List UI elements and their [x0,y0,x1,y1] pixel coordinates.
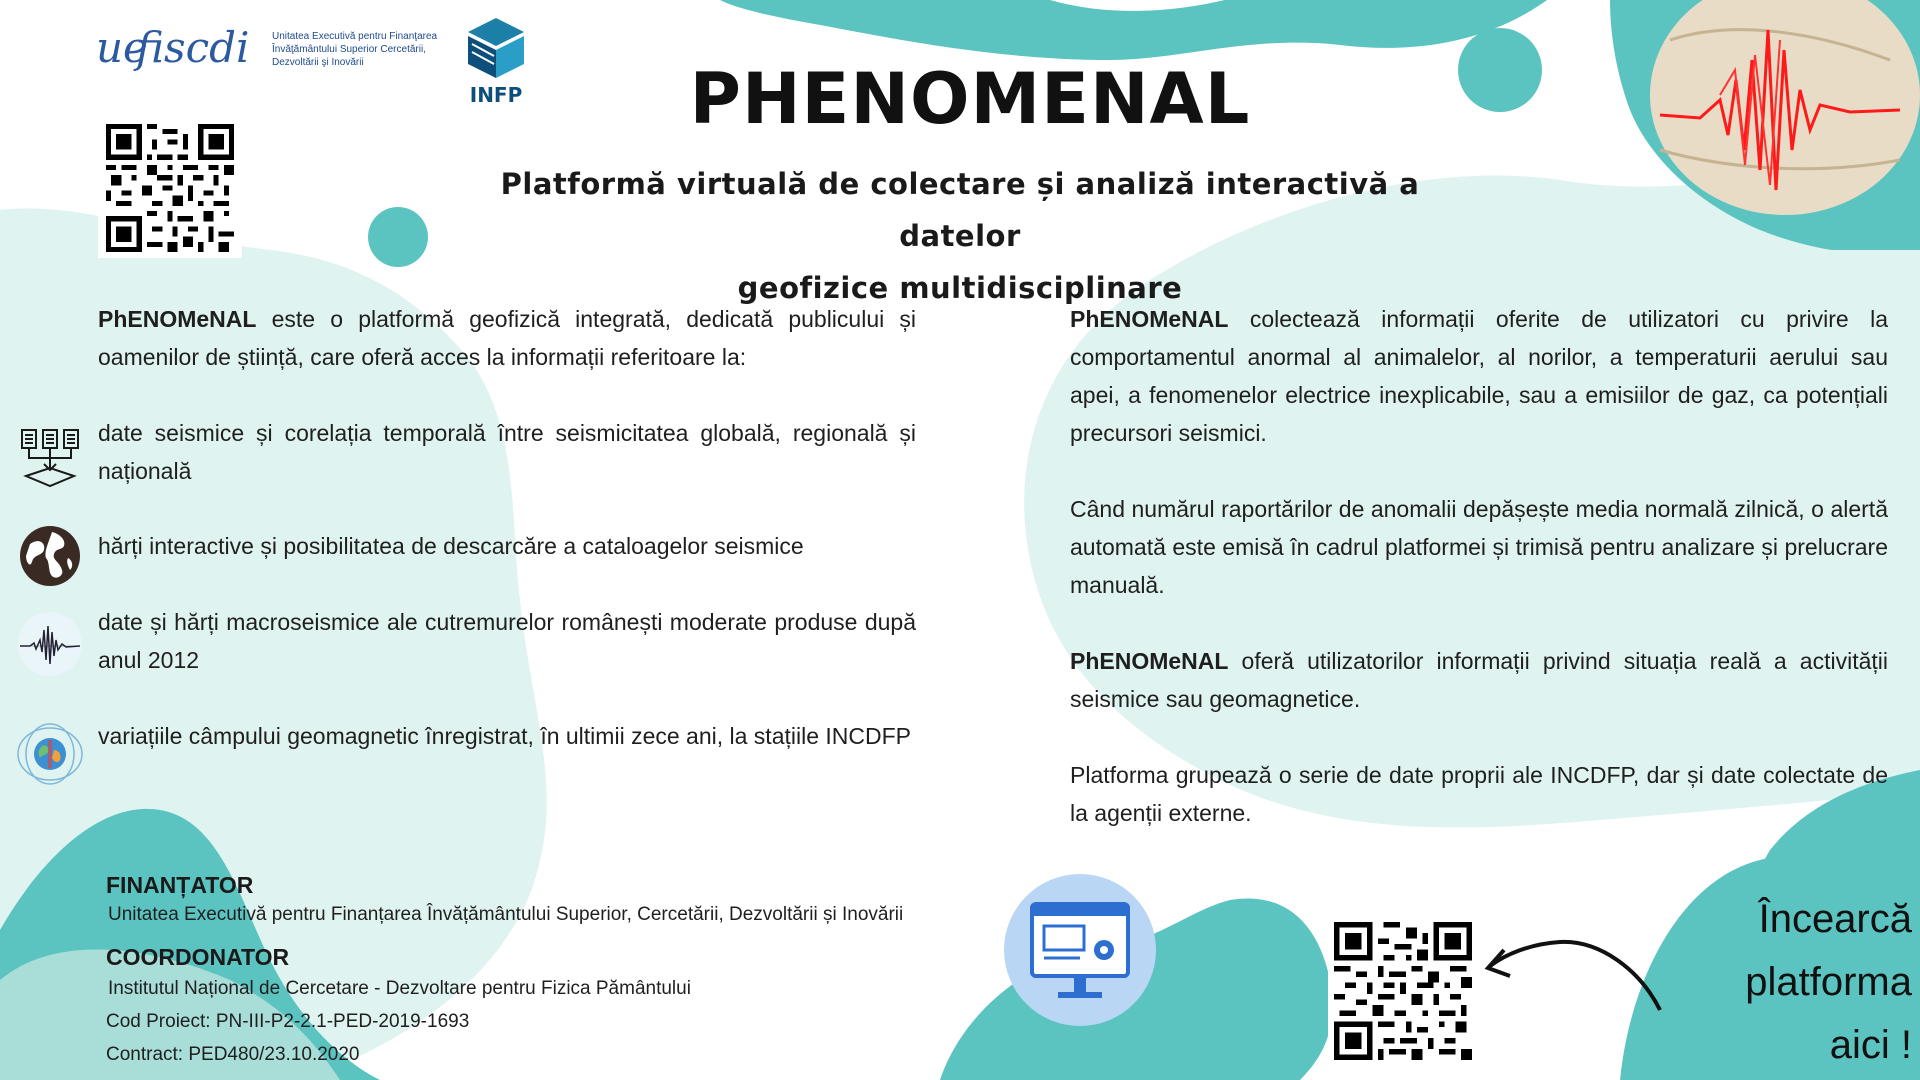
bullet-seismic-data: date seismice și corelația temporală între seismicitatea globală, regională și națională [98,420,916,484]
right-paragraph-4: Platforma grupează o serie de date proprii ale INCDFP, dar și date colectate de la agenții externe. [1070,762,1888,826]
uefiscdi-caption: Unitatea Executivă pentru Finanţarea Învăţământului Superior Cercetării, Dezvoltării şi Inovării [272,31,438,68]
svg-text:ue: ue [96,23,148,72]
intro-text: este o platformă geofizică integrată, dedicată publicului și oamenilor de știință, care oferă acces la informații referitoare la: [98,306,916,370]
cta-line-2: platforma [1745,960,1912,1004]
bullet-geomagnetic: variațiile câmpului geomagnetic înregistrat, în ultimii zece ani, la stațiile INCDFP [98,723,911,749]
subtitle-line-2: geofizice multidisciplinare [737,271,1183,305]
arrow-to-qr-icon [1470,920,1670,1020]
project-code: Cod Proiect: PN-III-P2-2.1-PED-2019-1693 [106,1011,470,1032]
brand-name: PhENOMeNAL [1070,306,1229,332]
qr-code-bottom[interactable] [1328,914,1478,1068]
page-title: PHENOMENAL [689,58,1251,140]
top-blob [720,0,1560,60]
contract-number: Contract: PED480/23.10.2020 [106,1044,360,1065]
monitor-settings-icon [1000,872,1160,1028]
svg-text:fiscdi: fiscdi [136,23,250,72]
seismogram-icon [16,610,84,678]
right-paragraph-2: Când numărul raportărilor de anomalii depășește media normală zilnică, o alertă automată este emisă în cadrul platformei și trimisă pentru analizare și prelucrare manuală. [1070,496,1888,598]
intro-paragraph [98,300,916,376]
bullet-interactive-maps: hărți interactive și posibilitatea de descarcăre a cataloagelor seismice [98,533,804,559]
geomagnetic-earth-icon [16,720,84,788]
brand-name: PhENOMeNAL [98,306,257,332]
page-subtitle [460,158,1460,314]
dot-left [368,207,428,267]
subtitle-line-1: Platformă virtuală de colectare și analiză interactivă a datelor [500,167,1420,253]
right-paragraph-3: PhENOMeNAL oferă utilizatorilor informații privind situația reală a activității seismice sau geomagnetice. [1070,648,1888,712]
funder-label: FINANȚATOR [106,872,254,898]
cta-line-1: Încearcă [1758,897,1912,941]
documents-download-icon [16,424,84,492]
coordinator-name: Institutul Național de Cercetare - Dezvoltare pentru Fizica Pământului [108,978,691,999]
brand-name: PhENOMeNAL [1070,648,1229,674]
bullet-macroseismic: date și hărți macroseismice ale cutremurelor românești moderate produse după anul 2012 [98,609,916,673]
cta-line-3: aici ! [1829,1023,1912,1067]
right-paragraph-1: PhENOMeNAL colectează informații oferite de utilizatori cu privire la comportamentul anormal al animalelor, al norilor, a temperaturii aerului sau apei, a fenomenelor electrice inexplicabile, sau a emisiilor de gaz, ca potențiali precursori seismici. [1070,306,1888,446]
svg-text:INFP: INFP [469,83,523,106]
coordinator-label: COORDONATOR [106,944,290,970]
globe-icon [16,522,84,590]
funder-name: Unitatea Executivă pentru Finanțarea Învățământului Superior, Cercetării, Dezvoltării și Inovării [108,904,904,925]
try-platform-cta[interactable] [1702,888,1912,1077]
